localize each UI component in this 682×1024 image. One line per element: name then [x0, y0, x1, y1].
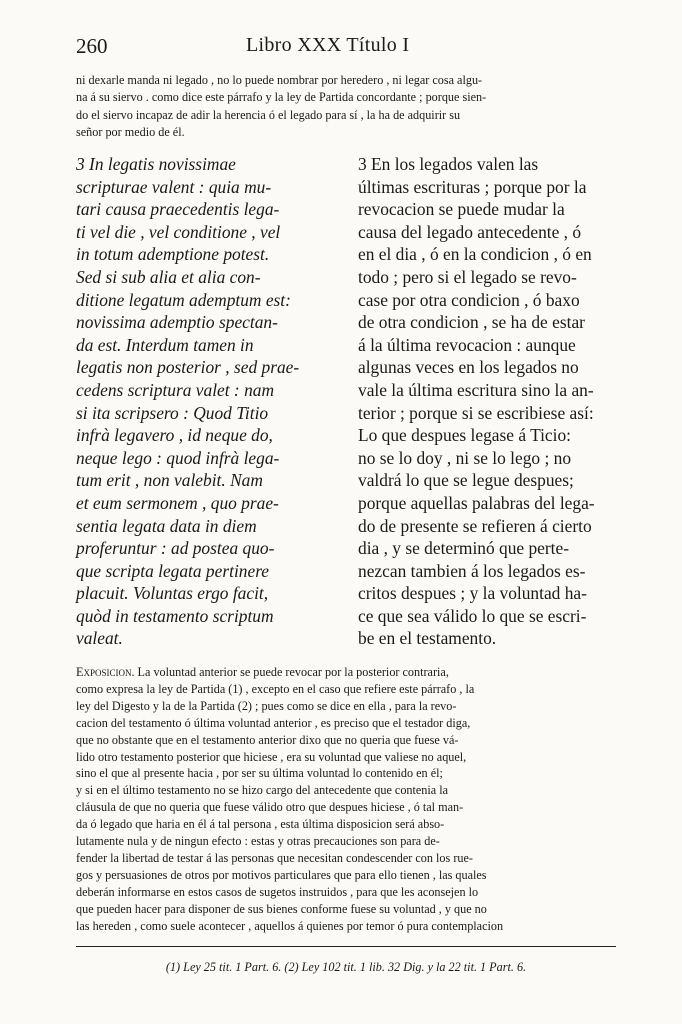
spanish-line: valdrá lo que se legue despues; [358, 470, 574, 491]
exposicion-line: gos y persuasiones de otros por motivos particulares que para ello tienen , las quales [76, 867, 487, 882]
latin-line: et eum sermonem , quo prae- [76, 492, 279, 513]
intro-line: ni dexarle manda ni legado , no lo puede nombrar por heredero , ni legar cosa algu- [76, 73, 483, 87]
latin-line: tum erit , non valebit. Nam [76, 470, 263, 491]
latin-line: infrà legavero , id neque do, [76, 425, 273, 446]
exposicion-first-line [76, 664, 616, 681]
spanish-line: nezcan tambien á los legados es- [358, 560, 586, 581]
exposicion-line: y si en el último testamento no se hizo cargo del antecedente que contenia la [76, 783, 449, 798]
spanish-line: en el dia , ó en la condicion , ó en [358, 244, 592, 265]
spanish-line: todo ; pero si el legado se revo- [358, 266, 577, 287]
latin-line: in totum ademptione potest. [76, 244, 270, 265]
intro-line: señor por medio de él. [76, 125, 185, 140]
spanish-line: causa del legado antecedente , ó [358, 221, 582, 242]
spanish-line: terior ; porque si se escribiese así: [358, 402, 594, 423]
latin-line: da est. Interdum tamen in [76, 334, 254, 355]
latin-line: legatis non posterior , sed prae- [76, 357, 300, 378]
exposicion-line: que no obstante que en el testamento anterior dixo que no queria que fuese vá- [76, 732, 459, 747]
spanish-line: 3 En los legados valen las [358, 154, 539, 174]
latin-line: si ita scripsero : Quod Titio [76, 402, 269, 423]
page-number: 260 [76, 34, 108, 58]
latin-line: placuit. Voluntas ergo facit, [76, 583, 269, 604]
running-title: Libro XXX Título I [246, 34, 410, 56]
spanish-column [358, 153, 624, 650]
spanish-line: porque aquellas palabras del lega- [358, 492, 595, 513]
latin-line: cedens scriptura valet : nam [76, 379, 275, 400]
latin-line: quòd in testamento scriptum [76, 605, 274, 626]
latin-line: 3 In legatis novissimae [76, 154, 236, 174]
latin-line: sentia legata data in diem [76, 515, 257, 536]
latin-line: tari causa praecedentis lega- [76, 199, 280, 220]
exposicion-line: lido otro testamento posterior que hiciese , era su voluntad que valiese no aquel, [76, 749, 467, 764]
exposicion-first-line-text: La voluntad anterior se puede revocar por la posterior contraria, [134, 665, 449, 679]
spanish-line: revocacion se puede mudar la [358, 199, 565, 220]
spanish-line: no se lo doy , ni se lo lego ; no [358, 447, 572, 468]
latin-line: valeat. [76, 628, 123, 649]
latin-column [76, 153, 338, 650]
intro-line: do el siervo incapaz de adir la herencia ó el legado para sí , la ha de adquirir su [76, 107, 461, 122]
exposicion-commentary [76, 664, 616, 935]
spanish-line: ce que sea válido lo que se escri- [358, 605, 587, 626]
exposicion-label: Exposicion. [76, 665, 135, 679]
footnote-divider [76, 946, 616, 947]
intro-line: na á su siervo . como dice este párrafo y la ley de Partida concordante ; porque sien- [76, 90, 487, 105]
latin-line: novissima ademptio spectan- [76, 312, 278, 333]
exposicion-line: cacion del testamento ó última voluntad anterior , es preciso que el testador diga, [76, 715, 471, 730]
latin-line: scripturae valent : quia mu- [76, 176, 272, 197]
spanish-line: case por otra condicion , ó baxo [358, 289, 580, 310]
exposicion-line: cláusula de que no queria que fuese válido otro que despues hiciese , ó tal man- [76, 800, 464, 815]
page-header [76, 34, 616, 64]
spanish-line: vale la última escritura sino la an- [358, 379, 594, 400]
exposicion-line: ley del Digesto y la de la Partida (2) ; pues como se dice en ella , para la revo- [76, 698, 457, 713]
footnote: (1) Ley 25 tit. 1 Part. 6. (2) Ley 102 tit. 1 lib. 32 Dig. y la 22 tit. 1 Part. 6. [165, 960, 527, 974]
spanish-line: dia , y se determinó que perte- [358, 538, 570, 559]
spanish-line: algunas veces en los legados no [358, 357, 579, 378]
latin-line: ditione legatum ademptum est: [76, 289, 291, 310]
exposicion-line: sino el que al presente hacia , por ser su última voluntad lo contenido en él; [76, 766, 443, 781]
exposicion-line: da ó legado que haria en él á tal persona , esta última disposicion será abso- [76, 817, 445, 832]
exposicion-line: como expresa la ley de Partida (1) , excepto en el caso que refiere este párrafo , la [76, 681, 475, 696]
spanish-line: do de presente se refieren á cierto [358, 515, 592, 536]
spanish-line: Lo que despues legase á Ticio: [358, 425, 572, 446]
latin-line: proferuntur : ad postea quo- [76, 538, 275, 559]
spanish-line: últimas escrituras ; porque por la [358, 176, 587, 197]
exposicion-line: deberán informarse en estos casos de sugetos instruidos , para que les aconsejen lo [76, 884, 479, 899]
latin-line: que scripta legata pertinere [76, 560, 270, 581]
exposicion-line: fender la libertad de testar á las personas que necesitan condescender con los rue- [76, 850, 473, 865]
latin-line: Sed si sub alia et alia con- [76, 266, 261, 287]
latin-line: ti vel die , vel conditione , vel [76, 221, 281, 242]
spanish-line: de otra condicion , se ha de estar [358, 312, 585, 333]
spanish-line: á la última revocacion : aunque [358, 334, 576, 355]
exposicion-line: las hereden , como suele acontecer , aquellos á quienes por temor ó pura contemplacion [76, 918, 504, 933]
intro-paragraph [76, 72, 616, 142]
spanish-line: critos despues ; y la voluntad ha- [358, 583, 587, 604]
exposicion-line: lutamente nula y de ningun efecto : estas y otras precauciones son para de- [76, 834, 440, 849]
latin-line: neque lego : quod infrà lega- [76, 447, 280, 468]
spanish-line: be en el testamento. [358, 628, 497, 649]
exposicion-line: que pueden hacer para disponer de sus bienes conforme fuese su voluntad , y que no [76, 901, 487, 916]
